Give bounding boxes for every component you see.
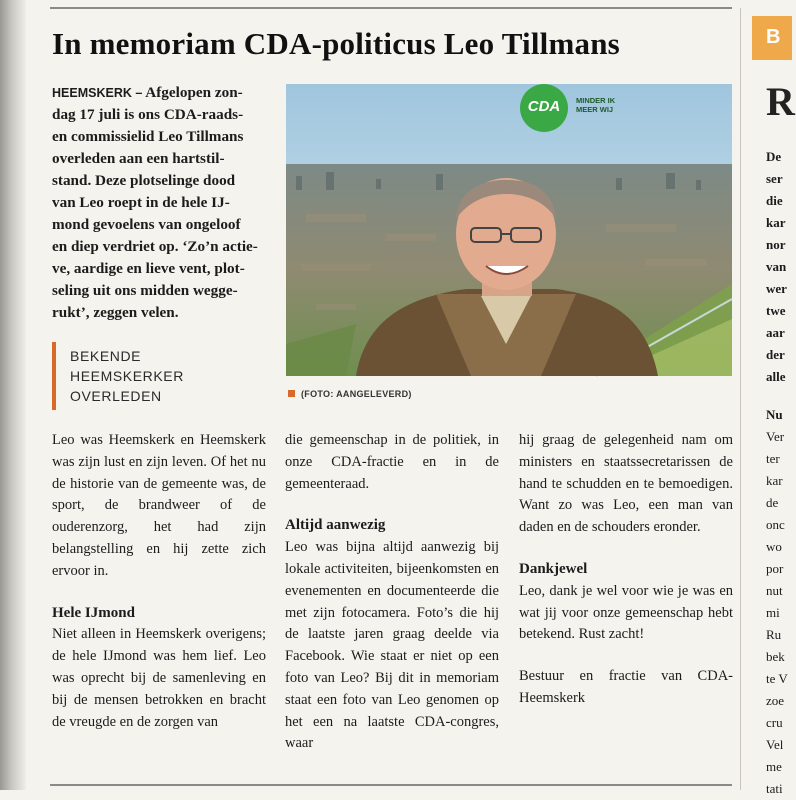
sidebar-line: mi [766,605,780,620]
article-photo [286,84,732,376]
intro-line: en commissielid Leo Tillmans [52,128,244,145]
column-divider [740,8,741,790]
sidebar-line: der [766,347,785,362]
sidebar-line: Nu [766,407,783,422]
kicker-line: OVERLEDEN [70,388,162,404]
sidebar-line: Ru [766,627,782,642]
bottom-rule [50,784,732,786]
sidebar-line: kar [766,473,783,488]
sidebar-line: wo [766,539,782,554]
kicker-box [52,342,252,410]
article-column-1 [52,430,266,782]
sidebar-headline: R [766,79,795,124]
article-intro [52,82,270,324]
sidebar-line: Vel [766,737,784,752]
article-column-2 [285,430,499,782]
intro-line: rukt’, zeggen velen. [52,304,179,321]
sidebar-line: van [766,259,787,274]
sidebar-line: bek [766,649,785,664]
intro-line: overleden aan een hartstil- [52,150,225,167]
subheading: Hele IJmond [52,604,135,621]
intro-line: mond gevoelens van ongeloof [52,216,241,233]
intro-line: dag 17 juli is ons CDA-raads- [52,106,244,123]
photo-caption [288,389,412,399]
sidebar-line: zoe [766,693,785,708]
paragraph: Leo, dank je wel voor wie je was en wat jij voor onze gemeenschap hebt betekend. Rust zacht! [519,582,733,643]
paragraph: hij graag de gelegenheid nam om ministers en staatssecretarissen de hand te schudden en te bemoedigen. Want zo was Leo, een man van daden en de schouders eronder. [519,432,733,536]
sidebar-line: nut [766,583,783,598]
sidebar-line: tati [766,781,783,796]
sidebar-line: de [766,495,779,510]
cda-slogan [576,96,615,114]
intro-line: Afgelopen zon- [145,84,243,101]
sidebar-tab: B [752,16,792,60]
sidebar-line: te V [766,671,788,686]
sidebar-line: kar [766,215,786,230]
sidebar-line: wer [766,281,787,296]
subheading: Dankjewel [519,560,588,577]
intro-line: stand. Deze plotselinge dood [52,172,236,189]
kicker-line: HEEMSKERKER [70,368,184,384]
subheading: Altijd aanwezig [285,517,386,534]
paragraph: Niet alleen in Heemskerk overigens; de hele IJmond was hem lief. Leo was oprecht bij de samenleving en bij de mensen betrokken en bracht de vreugde en de zorgen van [52,626,266,730]
page-spine-shadow [0,0,26,790]
sidebar-line: aar [766,325,785,340]
paragraph: die gemeenschap in de politiek, in onze CDA-fractie en in de gemeenteraad. [285,432,499,492]
sidebar-line: Ver [766,429,785,444]
sidebar-line: die [766,193,783,208]
dateline: HEEMSKERK – [52,86,143,100]
caption-text: (FOTO: AANGELEVERD) [301,389,412,399]
top-rule [50,7,732,9]
cda-logo-text: CDA [527,98,561,115]
intro-line: ve, aardige en lieve vent, plot- [52,260,245,277]
sidebar-line: onc [766,517,785,532]
cda-slogan-line: MINDER IK [576,96,616,105]
photo-illustration [286,84,732,376]
sidebar-line: ter [766,451,780,466]
sidebar-line: twe [766,303,786,318]
sidebar-line: cru [766,715,783,730]
sidebar-line: por [766,561,784,576]
intro-line: en diep verdriet op. ‘Zo’n actie- [52,238,258,255]
sidebar-line: me [766,759,782,774]
sidebar-body [766,404,796,800]
sidebar-intro [766,146,796,388]
kicker-line: BEKENDE [70,348,142,364]
sidebar-line: ser [766,171,783,186]
intro-line: seling uit ons midden wegge- [52,282,238,299]
paragraph: Leo was Heemskerk en Heemskerk was zijn lust en zijn leven. Of het nu de historie van de gemeente was, de sport, de brandweer of de ouderenzorg, het had zijn belangstelling en hij zette zich ervoor in. [52,432,266,579]
paragraph: Leo was bijna altijd aanwezig bij lokale activiteiten, bijeenkomsten en evenementen en documenteerde die met zijn fotocamera. Foto’s die hij de laatste jaren graag deelde via Facebook. Wie staat er niet op een foto van Leo? Bij dit in memoriam staat een foto van Leo genomen op het een na laatste CDA-congres, waar [285,539,499,752]
sidebar-line: nor [766,237,786,252]
signoff: Bestuur en fractie van CDA-Heemskerk [519,668,733,706]
article-headline: In memoriam CDA-politicus Leo Tillmans [52,26,620,61]
caption-square-icon [288,390,295,397]
article-column-3 [519,430,733,782]
cda-slogan-line: MEER WIJ [576,105,614,114]
intro-line: van Leo roept in de hele IJ- [52,194,230,211]
sidebar-line: alle [766,369,786,384]
sidebar-line: De [766,149,782,164]
